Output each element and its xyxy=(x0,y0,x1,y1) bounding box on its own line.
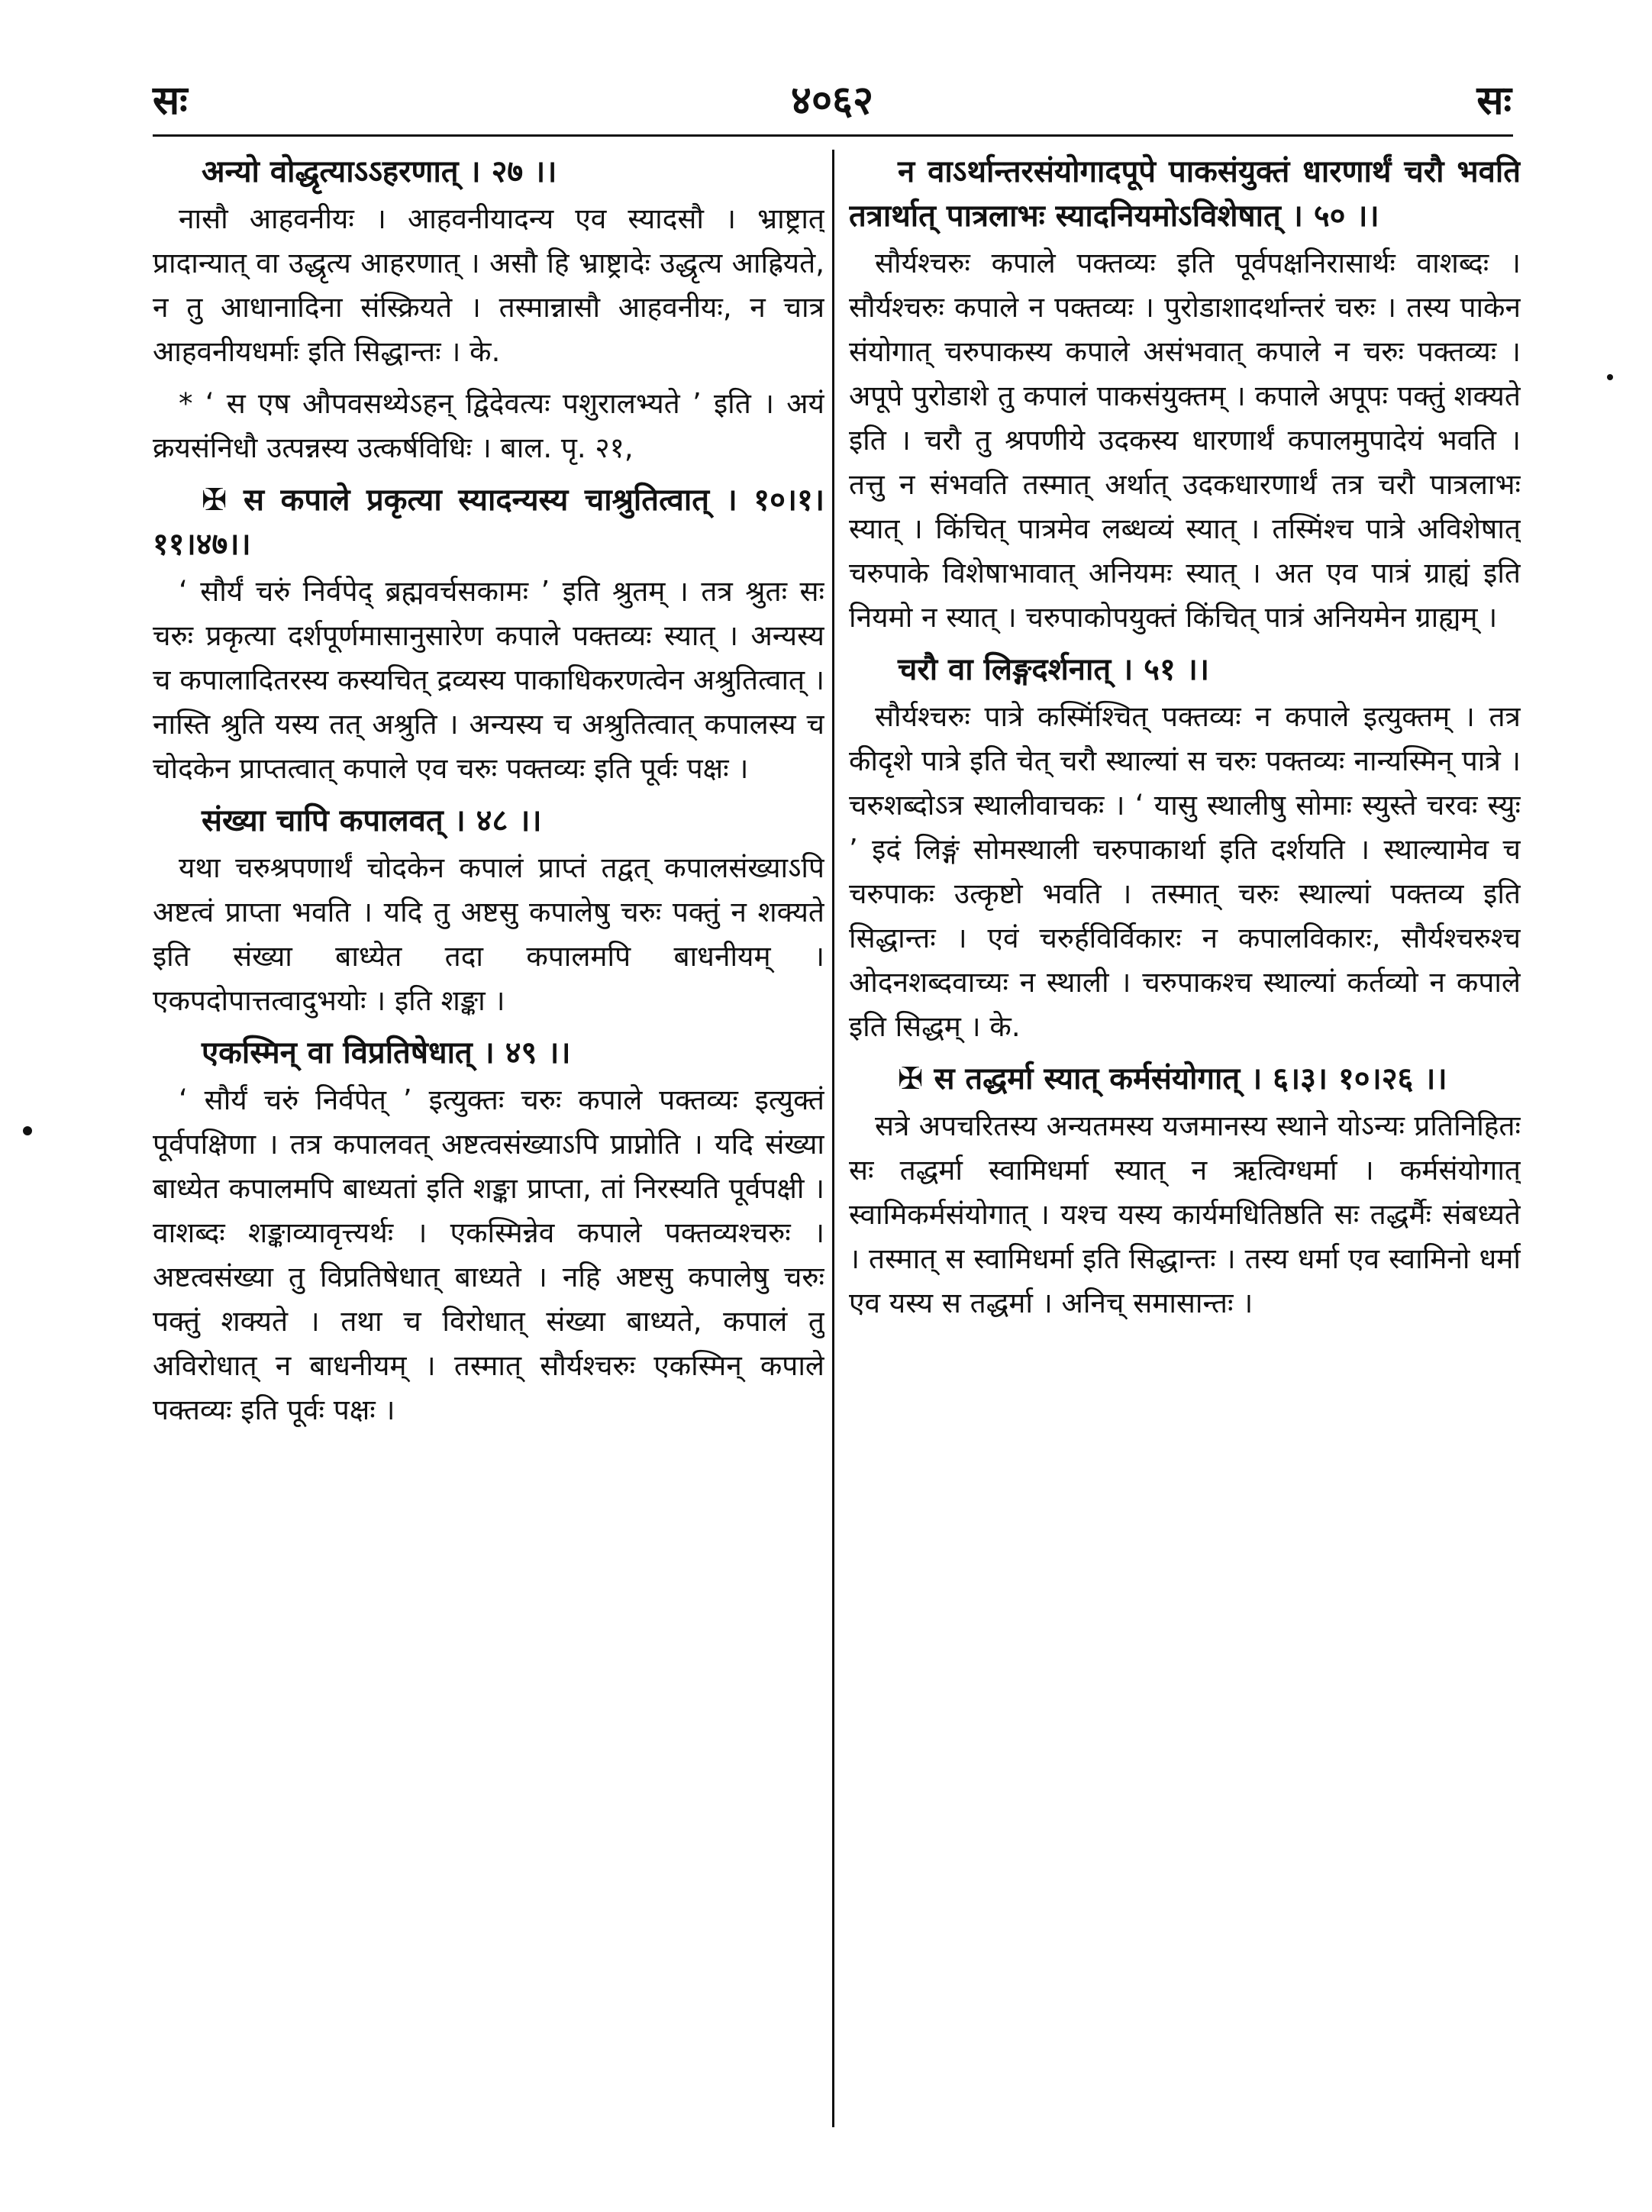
header-right-word: सः xyxy=(1476,78,1512,124)
commentary-paragraph: सौर्यश्चरुः कपाले पक्तव्यः इति पूर्वपक्षनिरासार्थः वाशब्दः । सौर्यश्चरुः कपाले न पक्तव्यः । पुरोडाशादर्थान्तरं चरुः । तस्य पाकेन संयोगात् चरुपाकस्य कपाले असंभवात् कपाले न चरुः पक्तव्यः । अपूपे पुरोडाशे तु कपालं पाकसंयुक्तम् । कपाले अपूपः पक्तुं शक्यते इति । चरौ तु श्रपणीये उदकस्य धारणार्थं कपालमुपादेयं भवति । तत्तु न संभवति तस्मात् अर्थात् उदकधारणार्थं तत्र चरौ पात्रलाभः स्यात् । किंचित् पात्रमेव लब्धव्यं स्यात् । तस्मिंश्च पात्रे अविशेषात् चरुपाके विशेषाभावात् अनियमः स्यात् । अत एव पात्रं ग्राह्यं इति नियमो न स्यात् । चरुपाकोपयुक्तं किंचित् पात्रं अनियमेन ग्राह्यम् । xyxy=(849,247,1521,634)
header-rule xyxy=(153,134,1513,137)
column-divider xyxy=(832,150,834,2127)
commentary-paragraph: ‘ सौर्यं चरुं निर्वपेत् ’ इत्युक्तः चरुः कपाले पक्तव्यः इत्युक्तं पूर्वपक्षिणा । तत्र कपालवत् अष्टत्वसंख्याऽपि प्राप्नोति । यदि संख्या बाध्येत कपालमपि बाध्यतां इति शङ्का प्राप्ता, तां निरस्यति पूर्वपक्षी । वाशब्दः शङ्काव्यावृत्त्यर्थः । एकस्मिन्नेव कपाले पक्तव्यश्चरुः । अष्टत्वसंख्या तु विप्रतिषेधात् बाध्यते । नहि अष्टसु कपालेषु चरुः पक्तुं शक्यते । तथा च विरोधात् संख्या बाध्यते, कपालं तु अविरोधात् न बाधनीयम् । तस्मात् सौर्यश्चरुः एकस्मिन् कपाले पक्तव्यः इति पूर्वः पक्षः । xyxy=(153,1083,824,1426)
sutra-heading: संख्या चापि कपालवत् । ४८ ।। xyxy=(202,803,542,838)
right-column xyxy=(849,150,1521,2150)
footnote-paragraph: * ‘ स एष औपवसथ्येऽहन् द्विदेवत्यः पशुरालभ्यते ’ इति । अयं क्रयसंनिधौ उत्पन्नस्य उत्कर्षविधिः । बाल. पृ. २१, xyxy=(153,387,824,464)
left-column xyxy=(153,150,824,2150)
sutra-heading: न वाऽर्थान्तरसंयोगादपूपे पाकसंयुक्तं धारणार्थं चरौ भवति तत्रार्थात् पात्रलाभः स्यादनियमोऽविशेषात् । ५० ।। xyxy=(849,154,1521,234)
sutra-heading: ✠ स कपाले प्रकृत्या स्यादन्यस्य चाश्रुतित्वात् । १०।१।११।४७।। xyxy=(153,483,824,562)
commentary-paragraph: यथा चरुश्रपणार्थं चोदकेन कपालं प्राप्तं तद्वत् कपालसंख्याऽपि अष्टत्वं प्राप्ता भवति । यदि तु अष्टसु कपालेषु चरुः पक्तुं न शक्यते इति संख्या बाध्येत तदा कपालमपि बाधनीयम् । एकपदोपात्तत्वादुभयोः । इति शङ्का । xyxy=(153,851,824,1017)
sutra-heading: ✠ स तद्धर्मा स्यात् कर्मसंयोगात् । ६।३। १०।२६ ।। xyxy=(898,1061,1447,1096)
running-header xyxy=(153,70,1512,131)
scan-speck xyxy=(23,1126,32,1135)
header-left-word: सः xyxy=(153,78,188,124)
commentary-paragraph: सौर्यश्चरुः पात्रे कस्मिंश्चित् पक्तव्यः न कपाले इत्युक्तम् । तत्र कीदृशे पात्रे इति चेत् चरौ स्थाल्यां स चरुः पक्तव्यः नान्यस्मिन् पात्रे । चरुशब्दोऽत्र स्थालीवाचकः । ‘ यासु स्थालीषु सोमाः स्युस्ते चरवः स्युः ’ इदं लिङ्गं सोमस्थाली चरुपाकार्था इति दर्शयति । स्थाल्यामेव च चरुपाकः उत्कृष्टो भवति । तस्मात् चरुः स्थाल्यां पक्तव्य इति सिद्धान्तः । एवं चरुर्हविर्विकारः न कपालविकारः, सौर्यश्चरुश्च ओदनशब्दवाच्यः न स्थाली । चरुपाकश्च स्थाल्यां कर्तव्यो न कपाले इति सिद्धम् । के. xyxy=(849,700,1521,1043)
page-number: ४०६२ xyxy=(790,78,874,124)
sutra-heading: एकस्मिन् वा विप्रतिषेधात् । ४९ ।। xyxy=(202,1035,571,1070)
scan-speck xyxy=(1607,374,1613,380)
commentary-paragraph: ‘ सौर्यं चरुं निर्वपेद् ब्रह्मवर्चसकामः ’ इति श्रुतम् । तत्र श्रुतः सः चरुः प्रकृत्या दर्शपूर्णमासानुसारेण कपाले पक्तव्यः स्यात् । अन्यस्य च कपालादितरस्य कस्यचित् द्रव्यस्य पाकाधिकरणत्वेन अश्रुतित्वात् । नास्ति श्रुति यस्य तत् अश्रुति । अन्यस्य च अश्रुतित्वात् कपालस्य च चोदकेन प्राप्तत्वात् कपाले एव चरुः पक्तव्यः इति पूर्वः पक्षः । xyxy=(153,575,824,785)
sutra-heading: अन्यो वोद्धृत्याऽऽहरणात् । २७ ।। xyxy=(202,154,557,189)
sutra-heading: चरौ वा लिङ्गदर्शनात् । ५१ ।। xyxy=(898,652,1210,687)
commentary-paragraph: नासौ आहवनीयः । आहवनीयादन्य एव स्यादसौ । भ्राष्ट्रात् प्रादान्यात् वा उद्धृत्य आहरणात् । असौ हि भ्राष्ट्रादेः उद्धृत्य आह्रियते, न तु आधानादिना संस्क्रियते । तस्मान्नासौ आहवनीयः, न चात्र आहवनीयधर्माः इति सिद्धान्तः । के. xyxy=(153,202,824,368)
commentary-paragraph: सत्रे अपचरितस्य अन्यतमस्य यजमानस्य स्थाने योऽन्यः प्रतिनिहितः सः तद्धर्मा स्वामिधर्मा स्यात् न ऋत्विग्धर्मा । कर्मसंयोगात् स्वामिकर्मसंयोगात् । यश्च यस्य कार्यमधितिष्ठति सः तद्धर्मैः संबध्यते । तस्मात् स स्वामिधर्मा इति सिद्धान्तः । तस्य धर्मा एव स्वामिनो धर्मा एव यस्य स तद्धर्मा । अनिच् समासान्तः । xyxy=(849,1109,1521,1319)
